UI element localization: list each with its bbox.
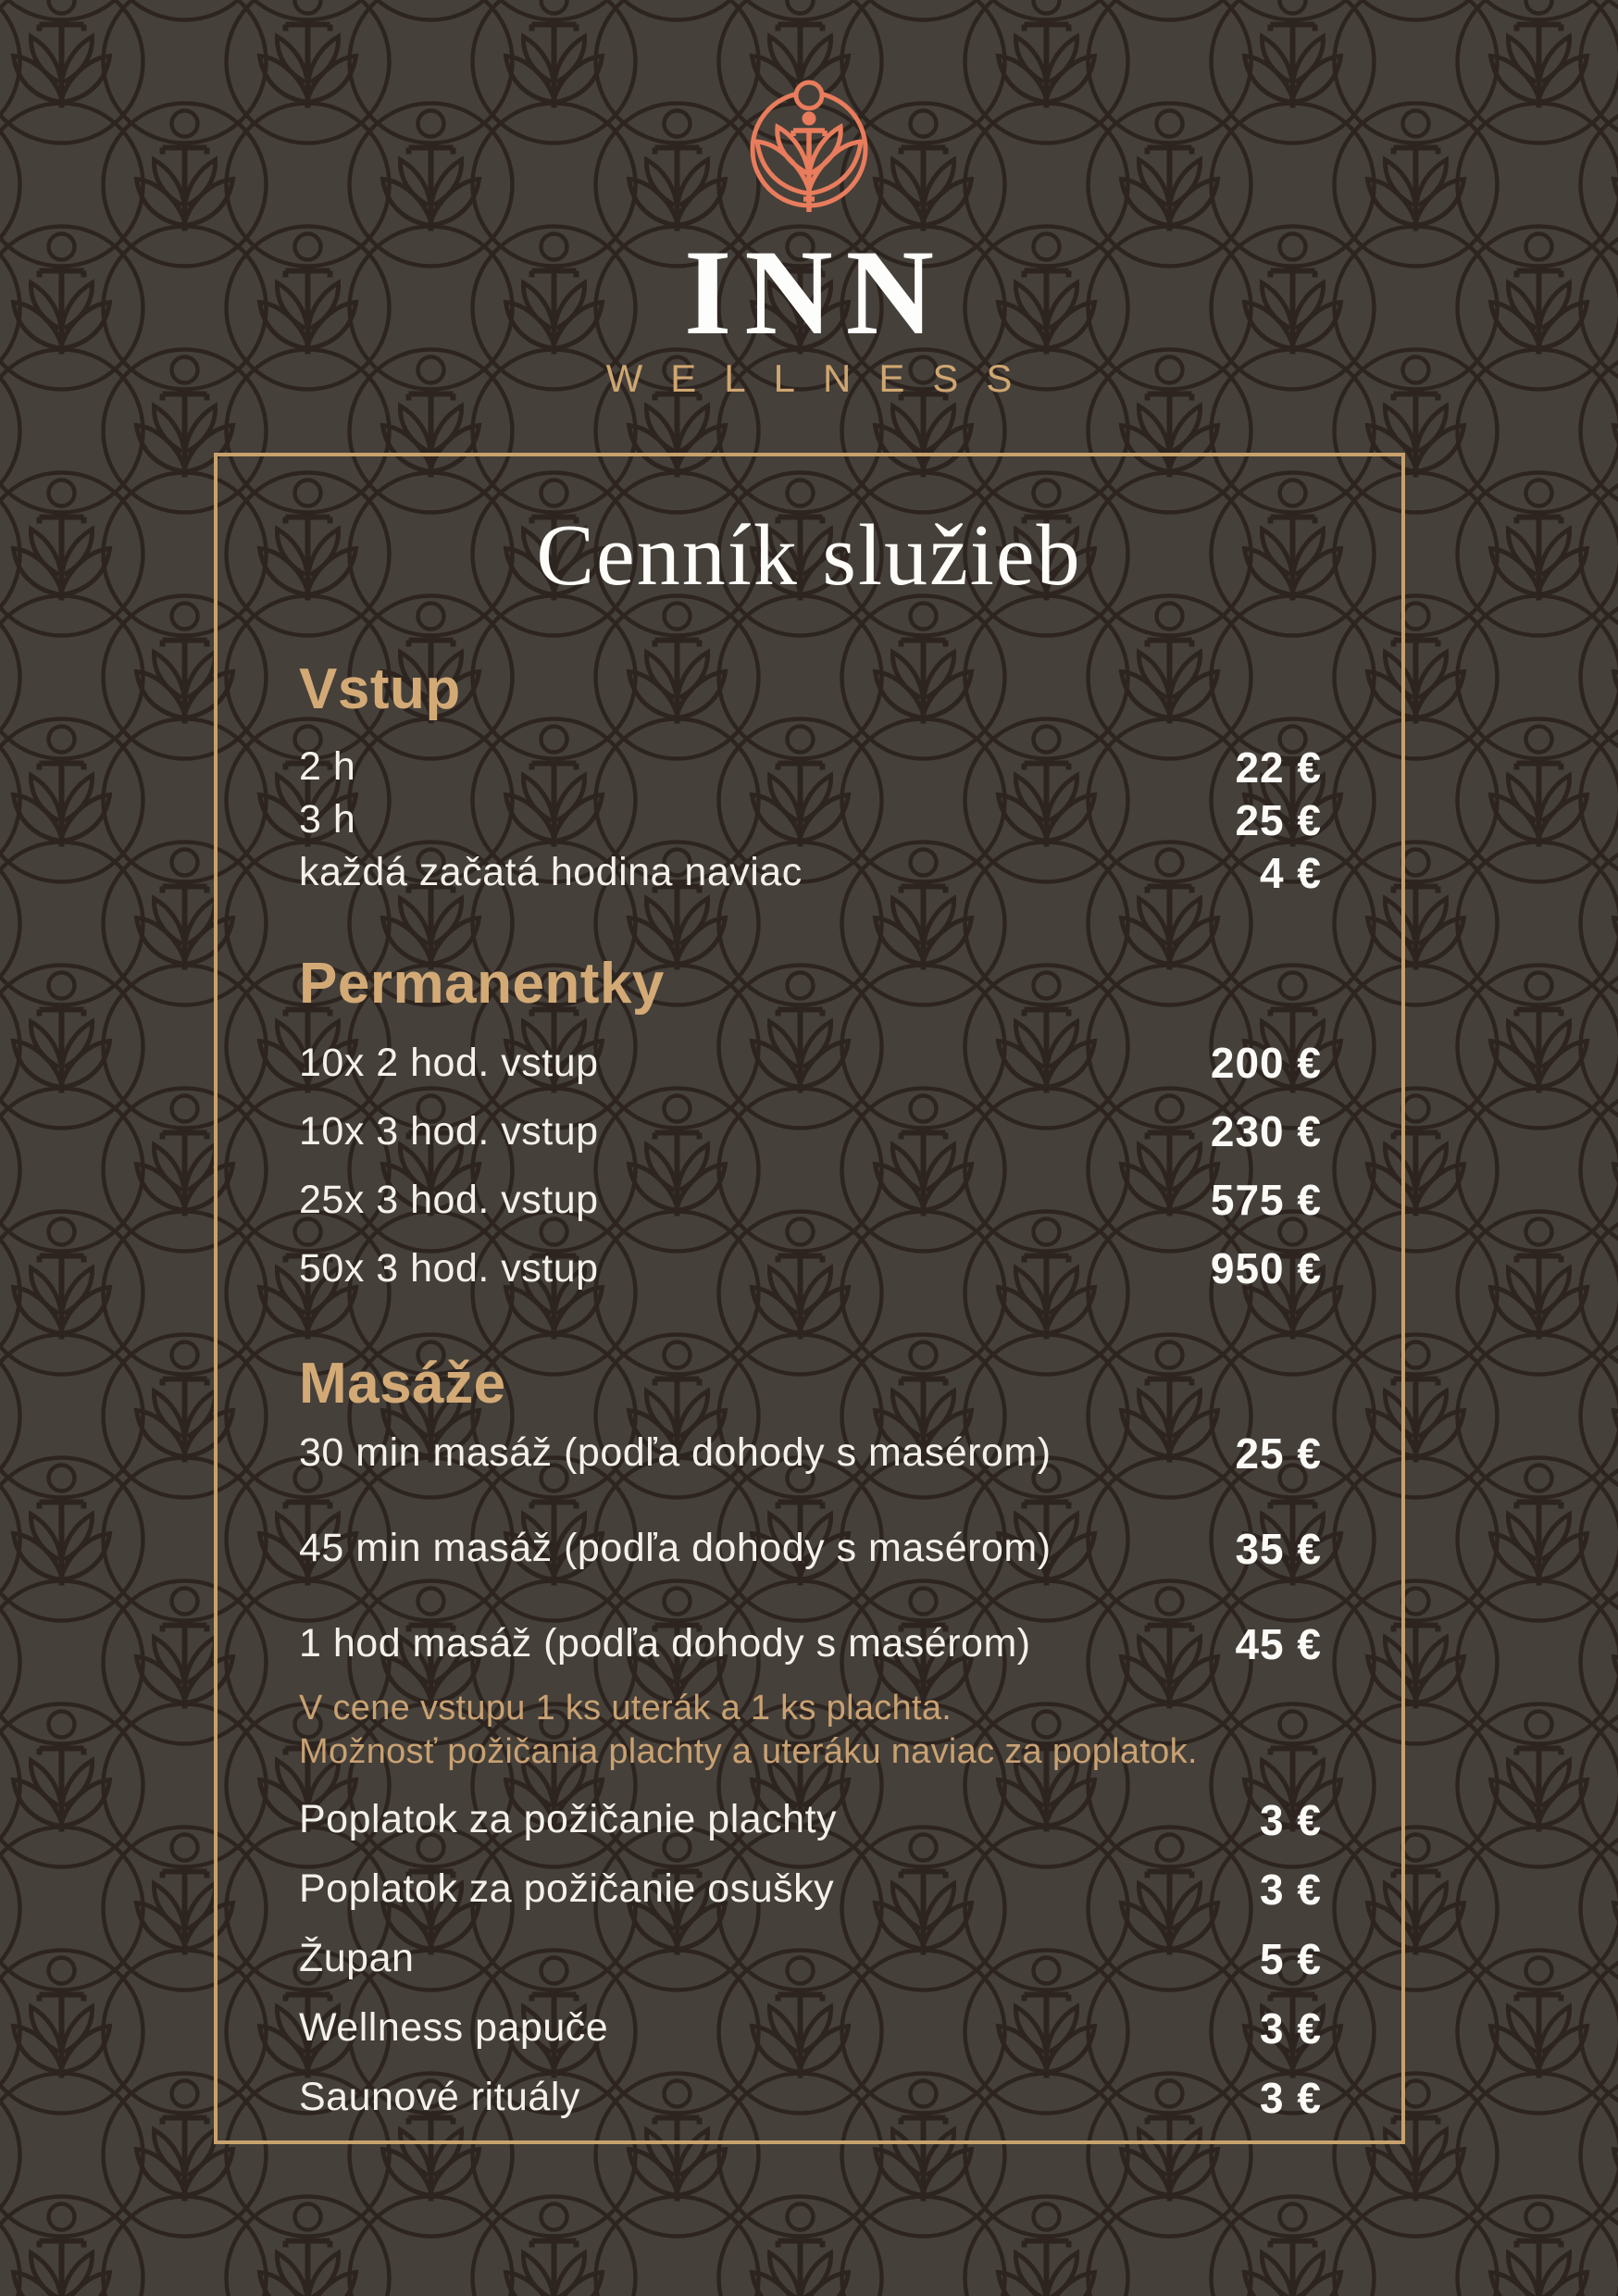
lotus-flower-icon — [735, 70, 883, 239]
service-price: 5 € — [1260, 1934, 1322, 1983]
price-row — [299, 1234, 1322, 1303]
service-label: každá začatá hodina naviac — [299, 850, 803, 894]
section-vstup-rows — [299, 741, 1322, 899]
section-heading-permanentky: Permanentky — [299, 952, 665, 1016]
section-heading-masaze: Masáže — [299, 1352, 506, 1416]
service-price: 3 € — [1260, 1795, 1322, 1844]
service-price: 3 € — [1260, 2073, 1322, 2122]
service-price: 230 € — [1210, 1107, 1322, 1155]
service-price: 35 € — [1235, 1524, 1322, 1573]
price-row — [299, 846, 1322, 899]
price-row — [299, 2063, 1322, 2132]
service-price: 4 € — [1260, 848, 1322, 897]
section-heading-vstup: Vstup — [299, 657, 461, 721]
service-label: 10x 2 hod. vstup — [299, 1040, 599, 1085]
service-price: 200 € — [1210, 1039, 1322, 1087]
service-label: 3 h — [299, 797, 356, 842]
note-line: Možnosť požičania plachty a uteráku naviac za poplatok. — [299, 1732, 1198, 1771]
price-row — [299, 1501, 1322, 1596]
price-row — [299, 1097, 1322, 1166]
price-row — [299, 793, 1322, 846]
service-price: 45 € — [1235, 1619, 1322, 1668]
service-price: 25 € — [1235, 1429, 1322, 1478]
service-label: Župan — [299, 1936, 415, 1980]
service-price: 3 € — [1260, 1865, 1322, 1914]
price-row — [299, 1029, 1322, 1097]
service-label: 25x 3 hod. vstup — [299, 1177, 599, 1222]
price-row — [299, 1596, 1322, 1691]
service-label: Poplatok za požičanie plachty — [299, 1797, 838, 1841]
price-row — [299, 1854, 1322, 1924]
service-label: 2 h — [299, 744, 356, 789]
section-masaze-rows — [299, 1405, 1322, 1691]
price-row — [299, 1993, 1322, 2063]
price-row — [299, 1785, 1322, 1854]
service-label: 10x 3 hod. vstup — [299, 1108, 599, 1154]
brand-subtitle: WELLNESS — [605, 356, 1040, 400]
service-price: 25 € — [1235, 795, 1322, 844]
page-title: Cenník služieb — [536, 507, 1082, 604]
service-price: 3 € — [1260, 2003, 1322, 2053]
service-price: 950 € — [1210, 1244, 1322, 1292]
service-label: 1 hod masáž (podľa dohody s masérom) — [299, 1621, 1031, 1666]
price-row — [299, 1924, 1322, 1993]
note-line: V cene vstupu 1 ks uterák a 1 ks plachta. — [299, 1689, 952, 1728]
service-label: Saunové rituály — [299, 2075, 580, 2119]
section-extras-rows — [299, 1785, 1322, 2132]
service-price: 575 € — [1210, 1176, 1322, 1224]
included-items-note — [299, 1687, 1322, 1774]
service-label: Wellness papuče — [299, 2005, 609, 2050]
price-row — [299, 1166, 1322, 1234]
price-row — [299, 1405, 1322, 1501]
service-label: 45 min masáž (podľa dohody s masérom) — [299, 1526, 1052, 1570]
section-permanentky-rows — [299, 1029, 1322, 1303]
price-row — [299, 741, 1322, 793]
service-price: 22 € — [1235, 742, 1322, 792]
service-label: 30 min masáž (podľa dohody s masérom) — [299, 1430, 1052, 1475]
service-label: Poplatok za požičanie osušky — [299, 1866, 835, 1911]
brand-name: INN — [683, 224, 948, 360]
service-label: 50x 3 hod. vstup — [299, 1245, 599, 1291]
